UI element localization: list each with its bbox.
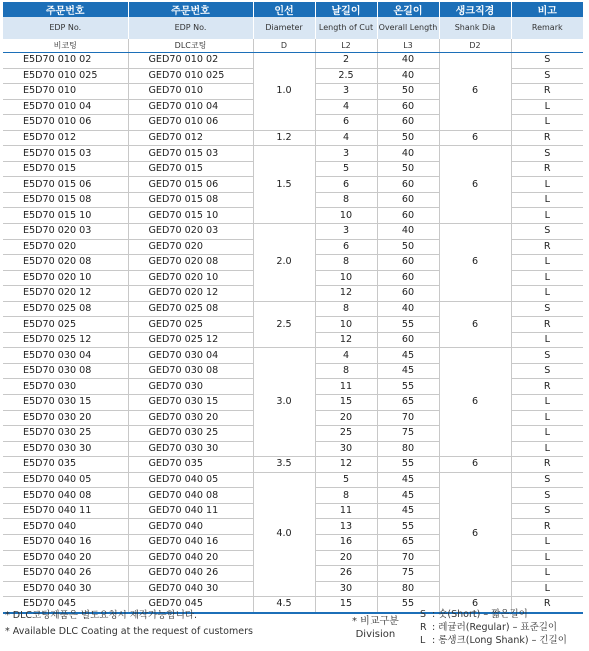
overall-length-cell: 45 xyxy=(377,363,439,379)
length-of-cut-cell: 30 xyxy=(315,581,377,597)
overall-length-cell: 50 xyxy=(377,84,439,100)
overall-length-cell: 60 xyxy=(377,255,439,271)
length-of-cut-cell: 4 xyxy=(315,99,377,115)
remark-cell: L xyxy=(511,581,583,597)
overall-length-cell: 55 xyxy=(377,457,439,473)
table-row xyxy=(3,130,583,146)
diameter-cell: 3.0 xyxy=(253,348,315,457)
overall-length-cell: 60 xyxy=(377,99,439,115)
shank-dia-cell: 6 xyxy=(439,348,511,457)
length-of-cut-cell: 20 xyxy=(315,410,377,426)
edp-dlc-cell: GED70 015 06 xyxy=(128,177,253,193)
shank-dia-cell: 6 xyxy=(439,146,511,224)
edp-dlc-cell: GED70 030 08 xyxy=(128,363,253,379)
shank-dia-cell: 6 xyxy=(439,597,511,613)
length-of-cut-cell: 3 xyxy=(315,84,377,100)
overall-length-cell: 80 xyxy=(377,441,439,457)
edp-dlc-cell: GED70 025 xyxy=(128,317,253,333)
overall-length-cell: 60 xyxy=(377,270,439,286)
shank-dia-cell: 6 xyxy=(439,457,511,473)
legend-item xyxy=(420,634,567,647)
edp-dlc-cell: GED70 035 xyxy=(128,457,253,473)
length-of-cut-cell: 10 xyxy=(315,317,377,333)
length-of-cut-cell: 11 xyxy=(315,379,377,395)
product-table xyxy=(3,2,583,614)
overall-length-cell: 45 xyxy=(377,472,439,488)
edp-dlc-cell: GED70 040 20 xyxy=(128,550,253,566)
legend-title-english: Division xyxy=(355,629,396,640)
edp-dlc-cell: GED70 040 08 xyxy=(128,488,253,504)
edp-dlc-cell: GED70 045 xyxy=(128,597,253,613)
length-of-cut-cell: 12 xyxy=(315,332,377,348)
diameter-cell: 1.0 xyxy=(253,53,315,131)
edp-uncoated-cell: E5D70 040 05 xyxy=(3,472,128,488)
remark-cell: S xyxy=(511,472,583,488)
edp-uncoated-cell: E5D70 040 11 xyxy=(3,503,128,519)
shank-dia-cell: 6 xyxy=(439,130,511,146)
edp-dlc-cell: GED70 020 03 xyxy=(128,224,253,240)
length-of-cut-cell: 15 xyxy=(315,395,377,411)
overall-length-cell: 40 xyxy=(377,224,439,240)
edp-uncoated-cell: E5D70 025 08 xyxy=(3,301,128,317)
header-diameter: Diameter xyxy=(253,17,315,39)
edp-dlc-cell: GED70 015 xyxy=(128,161,253,177)
overall-length-cell: 75 xyxy=(377,426,439,442)
remark-cell: R xyxy=(511,84,583,100)
length-of-cut-cell: 2 xyxy=(315,53,377,69)
length-of-cut-cell: 3 xyxy=(315,146,377,162)
footnote-korean: * DLC코팅제품은 별도요청시 제작가능합니다. xyxy=(5,610,198,621)
remark-cell: R xyxy=(511,239,583,255)
overall-length-cell: 65 xyxy=(377,395,439,411)
edp-uncoated-cell: E5D70 015 10 xyxy=(3,208,128,224)
header-symbol-d: D xyxy=(253,39,315,53)
header-row-symbols xyxy=(3,39,583,53)
remark-cell: R xyxy=(511,317,583,333)
edp-uncoated-cell: E5D70 010 06 xyxy=(3,115,128,131)
length-of-cut-cell: 6 xyxy=(315,239,377,255)
remark-cell: S xyxy=(511,363,583,379)
remark-cell: S xyxy=(511,68,583,84)
edp-dlc-cell: GED70 040 30 xyxy=(128,581,253,597)
length-of-cut-cell: 20 xyxy=(315,550,377,566)
edp-dlc-cell: GED70 030 15 xyxy=(128,395,253,411)
overall-length-cell: 55 xyxy=(377,317,439,333)
overall-length-cell: 60 xyxy=(377,177,439,193)
table-row xyxy=(3,457,583,473)
remark-cell: S xyxy=(511,146,583,162)
header-length-of-cut: Length of Cut xyxy=(315,17,377,39)
legend-description: : 숏(Short) – 짧은길이 xyxy=(432,609,528,620)
remark-cell: S xyxy=(511,301,583,317)
edp-dlc-cell: GED70 025 08 xyxy=(128,301,253,317)
header-shank-dia-ko: 생크직경 xyxy=(439,2,511,17)
length-of-cut-cell: 8 xyxy=(315,192,377,208)
shank-dia-cell: 6 xyxy=(439,224,511,302)
edp-dlc-cell: GED70 015 08 xyxy=(128,192,253,208)
edp-uncoated-cell: E5D70 010 04 xyxy=(3,99,128,115)
overall-length-cell: 45 xyxy=(377,488,439,504)
overall-length-cell: 60 xyxy=(377,115,439,131)
shank-dia-cell: 6 xyxy=(439,301,511,348)
overall-length-cell: 60 xyxy=(377,208,439,224)
overall-length-cell: 80 xyxy=(377,581,439,597)
edp-dlc-cell: GED70 020 12 xyxy=(128,286,253,302)
header-order-no-dlc: 주문번호 xyxy=(128,2,253,17)
remark-cell: L xyxy=(511,192,583,208)
remark-cell: R xyxy=(511,519,583,535)
remark-cell: L xyxy=(511,395,583,411)
remark-cell: L xyxy=(511,99,583,115)
edp-uncoated-cell: E5D70 040 xyxy=(3,519,128,535)
edp-uncoated-cell: E5D70 015 xyxy=(3,161,128,177)
diameter-cell: 4.0 xyxy=(253,472,315,596)
remark-cell: L xyxy=(511,177,583,193)
edp-dlc-cell: GED70 040 16 xyxy=(128,534,253,550)
overall-length-cell: 65 xyxy=(377,534,439,550)
footnote-english: * Available DLC Coating at the request of customers xyxy=(5,626,253,637)
remark-cell: L xyxy=(511,115,583,131)
diameter-cell: 2.5 xyxy=(253,301,315,348)
edp-uncoated-cell: E5D70 015 03 xyxy=(3,146,128,162)
header-overall-length: Overall Length xyxy=(377,17,439,39)
remark-cell: L xyxy=(511,270,583,286)
overall-length-cell: 50 xyxy=(377,161,439,177)
edp-uncoated-cell: E5D70 045 xyxy=(3,597,128,613)
edp-uncoated-cell: E5D70 015 08 xyxy=(3,192,128,208)
remark-cell: L xyxy=(511,566,583,582)
edp-uncoated-cell: E5D70 040 20 xyxy=(3,550,128,566)
edp-dlc-cell: GED70 020 xyxy=(128,239,253,255)
length-of-cut-cell: 5 xyxy=(315,472,377,488)
header-remark-ko: 비고 xyxy=(511,2,583,17)
header-uncoated: 비코팅 xyxy=(3,39,128,53)
diameter-cell: 4.5 xyxy=(253,597,315,613)
legend-description: : 롱생크(Long Shank) – 긴길이 xyxy=(432,635,567,646)
edp-uncoated-cell: E5D70 040 08 xyxy=(3,488,128,504)
edp-dlc-cell: GED70 040 26 xyxy=(128,566,253,582)
overall-length-cell: 50 xyxy=(377,130,439,146)
edp-uncoated-cell: E5D70 030 15 xyxy=(3,395,128,411)
diameter-cell: 3.5 xyxy=(253,457,315,473)
edp-uncoated-cell: E5D70 025 xyxy=(3,317,128,333)
edp-dlc-cell: GED70 015 10 xyxy=(128,208,253,224)
legend-key: L xyxy=(420,635,426,646)
overall-length-cell: 55 xyxy=(377,597,439,613)
edp-dlc-cell: GED70 030 xyxy=(128,379,253,395)
table-row xyxy=(3,472,583,488)
length-of-cut-cell: 12 xyxy=(315,286,377,302)
legend-key: S xyxy=(420,609,427,620)
length-of-cut-cell: 8 xyxy=(315,488,377,504)
edp-dlc-cell: GED70 020 08 xyxy=(128,255,253,271)
legend-key: R xyxy=(420,622,427,633)
remark-cell: L xyxy=(511,286,583,302)
edp-uncoated-cell: E5D70 020 10 xyxy=(3,270,128,286)
remark-cell: S xyxy=(511,53,583,69)
edp-dlc-cell: GED70 025 12 xyxy=(128,332,253,348)
shank-dia-cell: 6 xyxy=(439,472,511,596)
overall-length-cell: 60 xyxy=(377,332,439,348)
length-of-cut-cell: 8 xyxy=(315,301,377,317)
table-body xyxy=(3,53,583,613)
edp-uncoated-cell: E5D70 025 12 xyxy=(3,332,128,348)
remark-cell: R xyxy=(511,130,583,146)
legend-item xyxy=(420,621,567,634)
edp-dlc-cell: GED70 030 30 xyxy=(128,441,253,457)
edp-uncoated-cell: E5D70 030 25 xyxy=(3,426,128,442)
length-of-cut-cell: 4 xyxy=(315,348,377,364)
length-of-cut-cell: 16 xyxy=(315,534,377,550)
shank-dia-cell: 6 xyxy=(439,53,511,131)
remark-cell: R xyxy=(511,161,583,177)
remark-cell: L xyxy=(511,441,583,457)
overall-length-cell: 55 xyxy=(377,519,439,535)
overall-length-cell: 45 xyxy=(377,348,439,364)
overall-length-cell: 70 xyxy=(377,410,439,426)
header-shank-dia: Shank Dia xyxy=(439,17,511,39)
overall-length-cell: 40 xyxy=(377,301,439,317)
length-of-cut-cell: 6 xyxy=(315,177,377,193)
edp-uncoated-cell: E5D70 040 16 xyxy=(3,534,128,550)
length-of-cut-cell: 15 xyxy=(315,597,377,613)
edp-uncoated-cell: E5D70 015 06 xyxy=(3,177,128,193)
edp-dlc-cell: GED70 040 xyxy=(128,519,253,535)
table-row xyxy=(3,348,583,364)
overall-length-cell: 60 xyxy=(377,286,439,302)
edp-uncoated-cell: E5D70 020 12 xyxy=(3,286,128,302)
length-of-cut-cell: 30 xyxy=(315,441,377,457)
edp-dlc-cell: GED70 012 xyxy=(128,130,253,146)
overall-length-cell: 55 xyxy=(377,379,439,395)
edp-uncoated-cell: E5D70 030 30 xyxy=(3,441,128,457)
length-of-cut-cell: 8 xyxy=(315,363,377,379)
edp-dlc-cell: GED70 020 10 xyxy=(128,270,253,286)
remark-cell: L xyxy=(511,332,583,348)
length-of-cut-cell: 25 xyxy=(315,426,377,442)
length-of-cut-cell: 5 xyxy=(315,161,377,177)
overall-length-cell: 75 xyxy=(377,566,439,582)
edp-uncoated-cell: E5D70 040 26 xyxy=(3,566,128,582)
edp-uncoated-cell: E5D70 030 xyxy=(3,379,128,395)
remark-cell: L xyxy=(511,550,583,566)
header-symbol-remark xyxy=(511,39,583,53)
header-symbol-l2: L2 xyxy=(315,39,377,53)
edp-uncoated-cell: E5D70 012 xyxy=(3,130,128,146)
header-order-no-uncoated: 주문번호 xyxy=(3,2,128,17)
remark-cell: L xyxy=(511,255,583,271)
edp-uncoated-cell: E5D70 035 xyxy=(3,457,128,473)
overall-length-cell: 40 xyxy=(377,68,439,84)
remark-cell: R xyxy=(511,457,583,473)
length-of-cut-cell: 13 xyxy=(315,519,377,535)
edp-uncoated-cell: E5D70 030 20 xyxy=(3,410,128,426)
edp-uncoated-cell: E5D70 010 02 xyxy=(3,53,128,69)
remark-cell: S xyxy=(511,488,583,504)
remark-cell: S xyxy=(511,503,583,519)
remark-cell: R xyxy=(511,597,583,613)
length-of-cut-cell: 11 xyxy=(315,503,377,519)
diameter-cell: 2.0 xyxy=(253,224,315,302)
edp-dlc-cell: GED70 010 xyxy=(128,84,253,100)
edp-uncoated-cell: E5D70 010 xyxy=(3,84,128,100)
header-symbol-l3: L3 xyxy=(377,39,439,53)
overall-length-cell: 50 xyxy=(377,239,439,255)
table-row xyxy=(3,146,583,162)
legend-item xyxy=(420,608,567,621)
legend xyxy=(420,608,567,647)
legend-description: : 레귤러(Regular) – 표준길이 xyxy=(432,622,558,633)
edp-dlc-cell: GED70 010 02 xyxy=(128,53,253,69)
header-row-korean xyxy=(3,2,583,17)
legend-title xyxy=(352,615,399,641)
overall-length-cell: 70 xyxy=(377,550,439,566)
edp-uncoated-cell: E5D70 030 08 xyxy=(3,363,128,379)
overall-length-cell: 40 xyxy=(377,53,439,69)
edp-uncoated-cell: E5D70 020 xyxy=(3,239,128,255)
remark-cell: R xyxy=(511,379,583,395)
header-dlc-coated: DLC코팅 xyxy=(128,39,253,53)
remark-cell: S xyxy=(511,224,583,240)
header-edp-no-2: EDP No. xyxy=(128,17,253,39)
length-of-cut-cell: 12 xyxy=(315,457,377,473)
footnotes xyxy=(5,608,253,640)
table-row xyxy=(3,301,583,317)
edp-dlc-cell: GED70 030 20 xyxy=(128,410,253,426)
edp-dlc-cell: GED70 010 04 xyxy=(128,99,253,115)
edp-uncoated-cell: E5D70 030 04 xyxy=(3,348,128,364)
header-symbol-d2: D2 xyxy=(439,39,511,53)
length-of-cut-cell: 2.5 xyxy=(315,68,377,84)
length-of-cut-cell: 3 xyxy=(315,224,377,240)
remark-cell: L xyxy=(511,410,583,426)
overall-length-cell: 60 xyxy=(377,192,439,208)
overall-length-cell: 45 xyxy=(377,503,439,519)
header-edp-no-1: EDP No. xyxy=(3,17,128,39)
length-of-cut-cell: 10 xyxy=(315,270,377,286)
edp-dlc-cell: GED70 030 04 xyxy=(128,348,253,364)
length-of-cut-cell: 8 xyxy=(315,255,377,271)
diameter-cell: 1.5 xyxy=(253,146,315,224)
remark-cell: L xyxy=(511,208,583,224)
table-row xyxy=(3,53,583,69)
remark-cell: L xyxy=(511,426,583,442)
length-of-cut-cell: 26 xyxy=(315,566,377,582)
edp-dlc-cell: GED70 030 25 xyxy=(128,426,253,442)
header-length-of-cut-ko: 날길이 xyxy=(315,2,377,17)
edp-dlc-cell: GED70 015 03 xyxy=(128,146,253,162)
legend-title-korean: * 비교구분 xyxy=(352,616,399,627)
length-of-cut-cell: 4 xyxy=(315,130,377,146)
length-of-cut-cell: 10 xyxy=(315,208,377,224)
remark-cell: S xyxy=(511,348,583,364)
table-row xyxy=(3,224,583,240)
header-diameter-ko: 인선 xyxy=(253,2,315,17)
edp-dlc-cell: GED70 040 05 xyxy=(128,472,253,488)
length-of-cut-cell: 6 xyxy=(315,115,377,131)
edp-uncoated-cell: E5D70 040 30 xyxy=(3,581,128,597)
edp-dlc-cell: GED70 010 025 xyxy=(128,68,253,84)
diameter-cell: 1.2 xyxy=(253,130,315,146)
edp-uncoated-cell: E5D70 020 08 xyxy=(3,255,128,271)
edp-dlc-cell: GED70 040 11 xyxy=(128,503,253,519)
remark-cell: L xyxy=(511,534,583,550)
header-remark: Remark xyxy=(511,17,583,39)
overall-length-cell: 40 xyxy=(377,146,439,162)
edp-dlc-cell: GED70 010 06 xyxy=(128,115,253,131)
edp-uncoated-cell: E5D70 020 03 xyxy=(3,224,128,240)
edp-uncoated-cell: E5D70 010 025 xyxy=(3,68,128,84)
header-row-english xyxy=(3,17,583,39)
header-overall-length-ko: 온길이 xyxy=(377,2,439,17)
